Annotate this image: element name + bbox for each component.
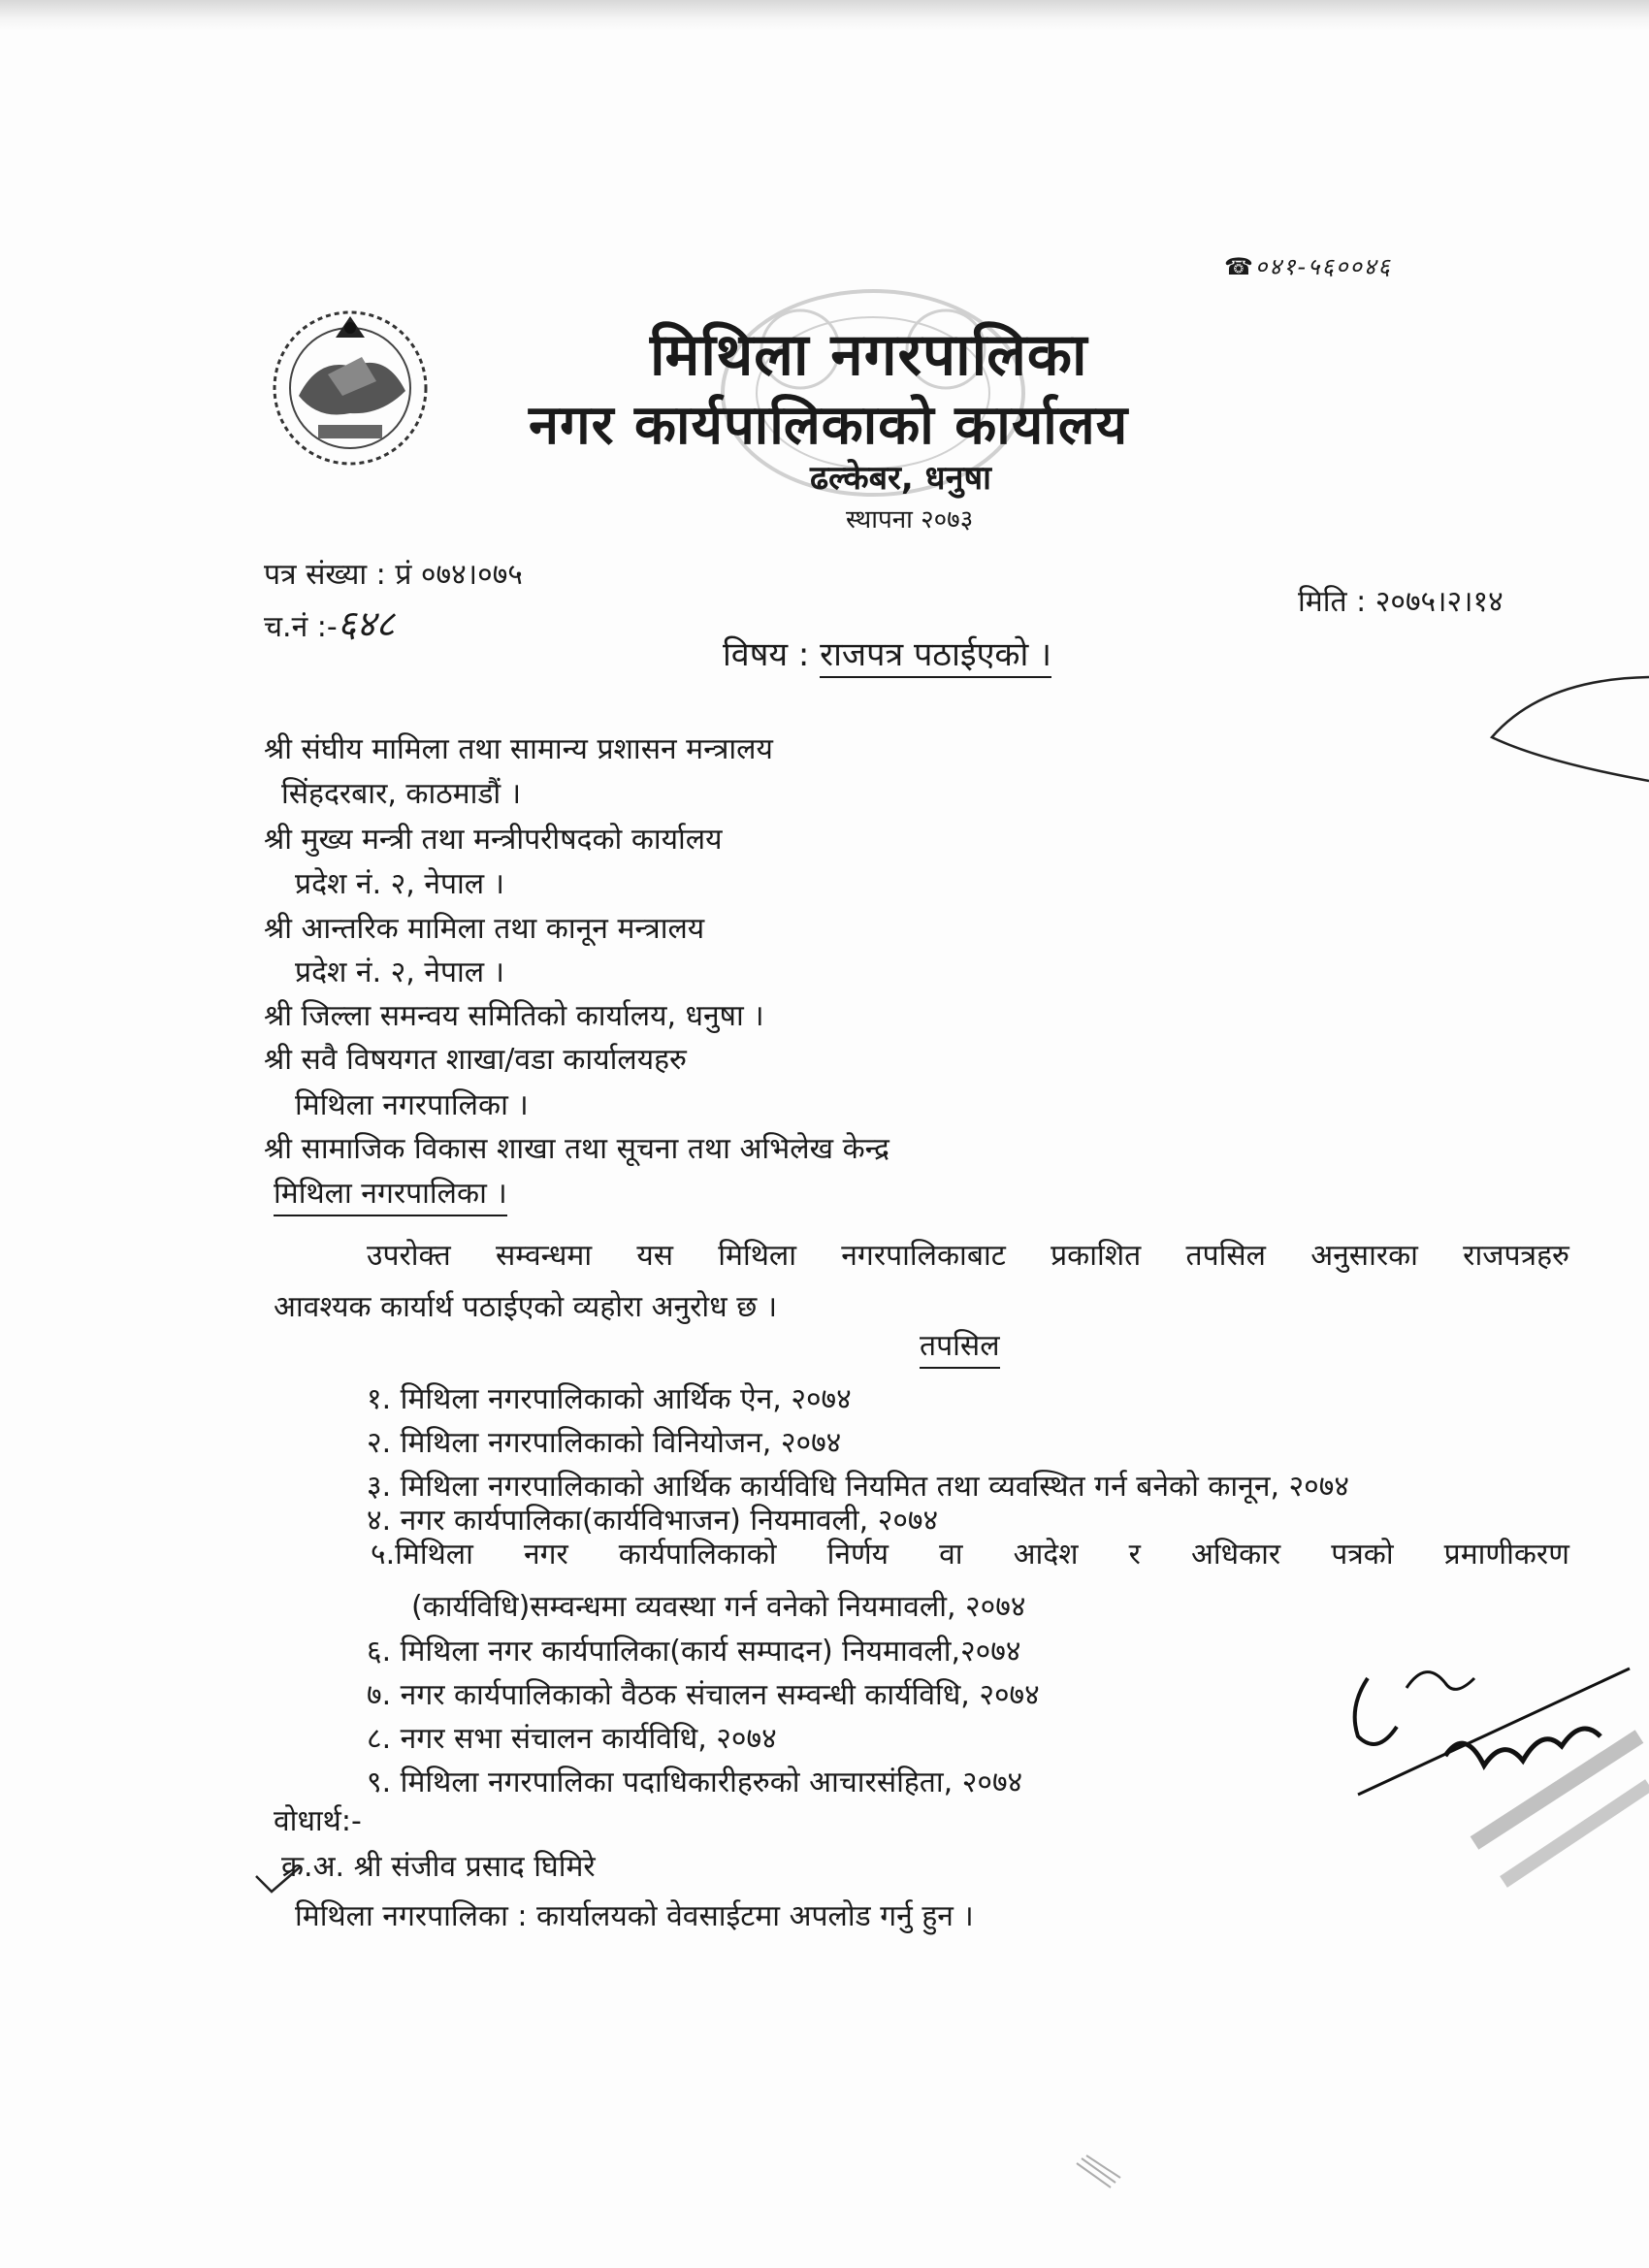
paragraph-word: तपसिल: [1185, 1239, 1266, 1273]
schedule-item: १. मिथिला नगरपालिकाको आर्थिक ऐन, २०७४: [367, 1382, 852, 1416]
recipient-line: श्री जिल्ला समन्वय समितिको कार्यालय, धनुषा ।: [264, 999, 764, 1033]
dispatch-number: [264, 598, 395, 648]
schedule-item-5-line2: (कार्यविधि)सम्वन्धमा व्यवस्था गर्न वनेको नियमावली, २०७४: [411, 1590, 1026, 1624]
recipient-line: प्रदेश नं. २, नेपाल ।: [295, 867, 505, 901]
office-location: ढल्केबर, धनुषा: [810, 459, 991, 498]
item5-word: अधिकार: [1190, 1538, 1281, 1571]
schedule-heading-text: तपसिल: [920, 1329, 1000, 1369]
for-information-label: वोधार्थ:-: [274, 1804, 362, 1838]
dispatch-label: च.नं :-: [264, 610, 338, 644]
schedule-item: २. मिथिला नगरपालिकाको विनियोजन, २०७४: [367, 1426, 842, 1460]
office-title-municipality: मिथिला नगरपालिका: [650, 321, 1088, 389]
item5-word: नगर: [523, 1538, 568, 1571]
nepal-emblem-logo: [260, 299, 440, 471]
letter-number: पत्र संख्या : प्रं ०७४।०७५: [264, 558, 523, 592]
schedule-item: ४. नगर कार्यपालिका(कार्यविभाजन) नियमावली, २०७४: [367, 1504, 939, 1538]
recipient-line: श्री मुख्य मन्त्री तथा मन्त्रीपरीषदको कार्यालय: [264, 823, 723, 857]
body-paragraph-line1: [367, 1234, 1569, 1274]
scan-smudge: [1072, 2154, 1130, 2202]
recipient-line: सिंहदरबार, काठमाडौं ।: [281, 777, 522, 811]
cc-recipient: क्र.अ. श्री संजीव प्रसाद घिमिरे: [281, 1850, 596, 1884]
schedule-item-5-line1: [371, 1533, 1569, 1572]
letter-subject: [723, 631, 1051, 675]
subject-label: विषय :: [723, 635, 810, 674]
paragraph-word: उपरोक्त: [367, 1239, 451, 1273]
recipient-line: श्री संघीय मामिला तथा सामान्य प्रशासन मन्त्रालय: [264, 732, 773, 766]
item5-word: निर्णय: [826, 1538, 889, 1571]
margin-bracket-mark: [1484, 669, 1649, 786]
item5-word: प्रमाणीकरण: [1443, 1538, 1569, 1571]
letter-date: मिति : २०७५।२।१४: [1298, 585, 1504, 619]
item5-word: कार्यपालिकाको: [618, 1538, 777, 1571]
item5-word: ५.मिथिला: [371, 1538, 473, 1571]
paragraph-word: सम्वन्धमा: [495, 1239, 593, 1273]
paragraph-word: अनुसारका: [1310, 1239, 1418, 1273]
schedule-item: ३. मिथिला नगरपालिकाको आर्थिक कार्यविधि नियमित तथा व्यवस्थित गर्न बनेको कानून, २०७४: [367, 1470, 1349, 1504]
body-paragraph-line2: आवश्यक कार्यार्थ पठाईएको व्यहोरा अनुरोध छ ।: [274, 1290, 778, 1324]
item5-word: वा: [939, 1538, 963, 1571]
paragraph-word: राजपत्रहरु: [1463, 1239, 1569, 1273]
item5-word: पत्रको: [1331, 1538, 1394, 1571]
cc-instruction: मिथिला नगरपालिका : कार्यालयको वेवसाईटमा अपलोड गर्नु हुन ।: [295, 1899, 974, 1933]
schedule-item: ७. नगर कार्यपालिकाको वैठक संचालन सम्वन्धी कार्यविधि, २०७४: [367, 1678, 1040, 1712]
recipient-underlined: मिथिला नगरपालिका ।: [274, 1177, 507, 1216]
scan-top-edge: [0, 0, 1649, 31]
schedule-item: ८. नगर सभा संचालन कार्यविधि, २०७४: [367, 1722, 777, 1756]
paragraph-word: नगरपालिकाबाट: [841, 1239, 1006, 1273]
recipient-line: [274, 1172, 507, 1212]
recipient-line: श्री सामाजिक विकास शाखा तथा सूचना तथा अभिलेख केन्द्र: [264, 1132, 889, 1166]
office-title-executive: नगर कार्यपालिकाको कार्यालय: [529, 394, 1129, 457]
handwritten-signature-stamp: [1339, 1591, 1649, 1921]
subject-text: राजपत्र पठाईएको ।: [820, 635, 1051, 678]
schedule-item: ९. मिथिला नगरपालिका पदाधिकारीहरुको आचारसंहिता, २०७४: [367, 1766, 1023, 1799]
paragraph-word: यस: [636, 1239, 674, 1273]
recipient-line: श्री सवै विषयगत शाखा/वडा कार्यालयहरु: [264, 1043, 687, 1077]
recipient-line: मिथिला नगरपालिका ।: [295, 1088, 529, 1122]
office-phone-number: ☎०४१-५६००४६: [1224, 253, 1392, 280]
recipient-line: श्री आन्तरिक मामिला तथा कानून मन्त्रालय: [264, 912, 705, 946]
item5-word: आदेश: [1013, 1538, 1079, 1571]
paragraph-word: मिथिला: [718, 1239, 797, 1273]
established-year: स्थापना २०७३: [846, 505, 974, 535]
schedule-item: ६. मिथिला नगर कार्यपालिका(कार्य सम्पादन) नियमावली,२०७४: [367, 1635, 1021, 1669]
schedule-heading: [920, 1324, 1000, 1364]
dispatch-handwritten-number: ६४८: [337, 602, 395, 645]
recipient-line: प्रदेश नं. २, नेपाल ।: [295, 956, 505, 989]
item5-word: र: [1128, 1538, 1141, 1571]
paragraph-word: प्रकाशित: [1051, 1239, 1142, 1273]
